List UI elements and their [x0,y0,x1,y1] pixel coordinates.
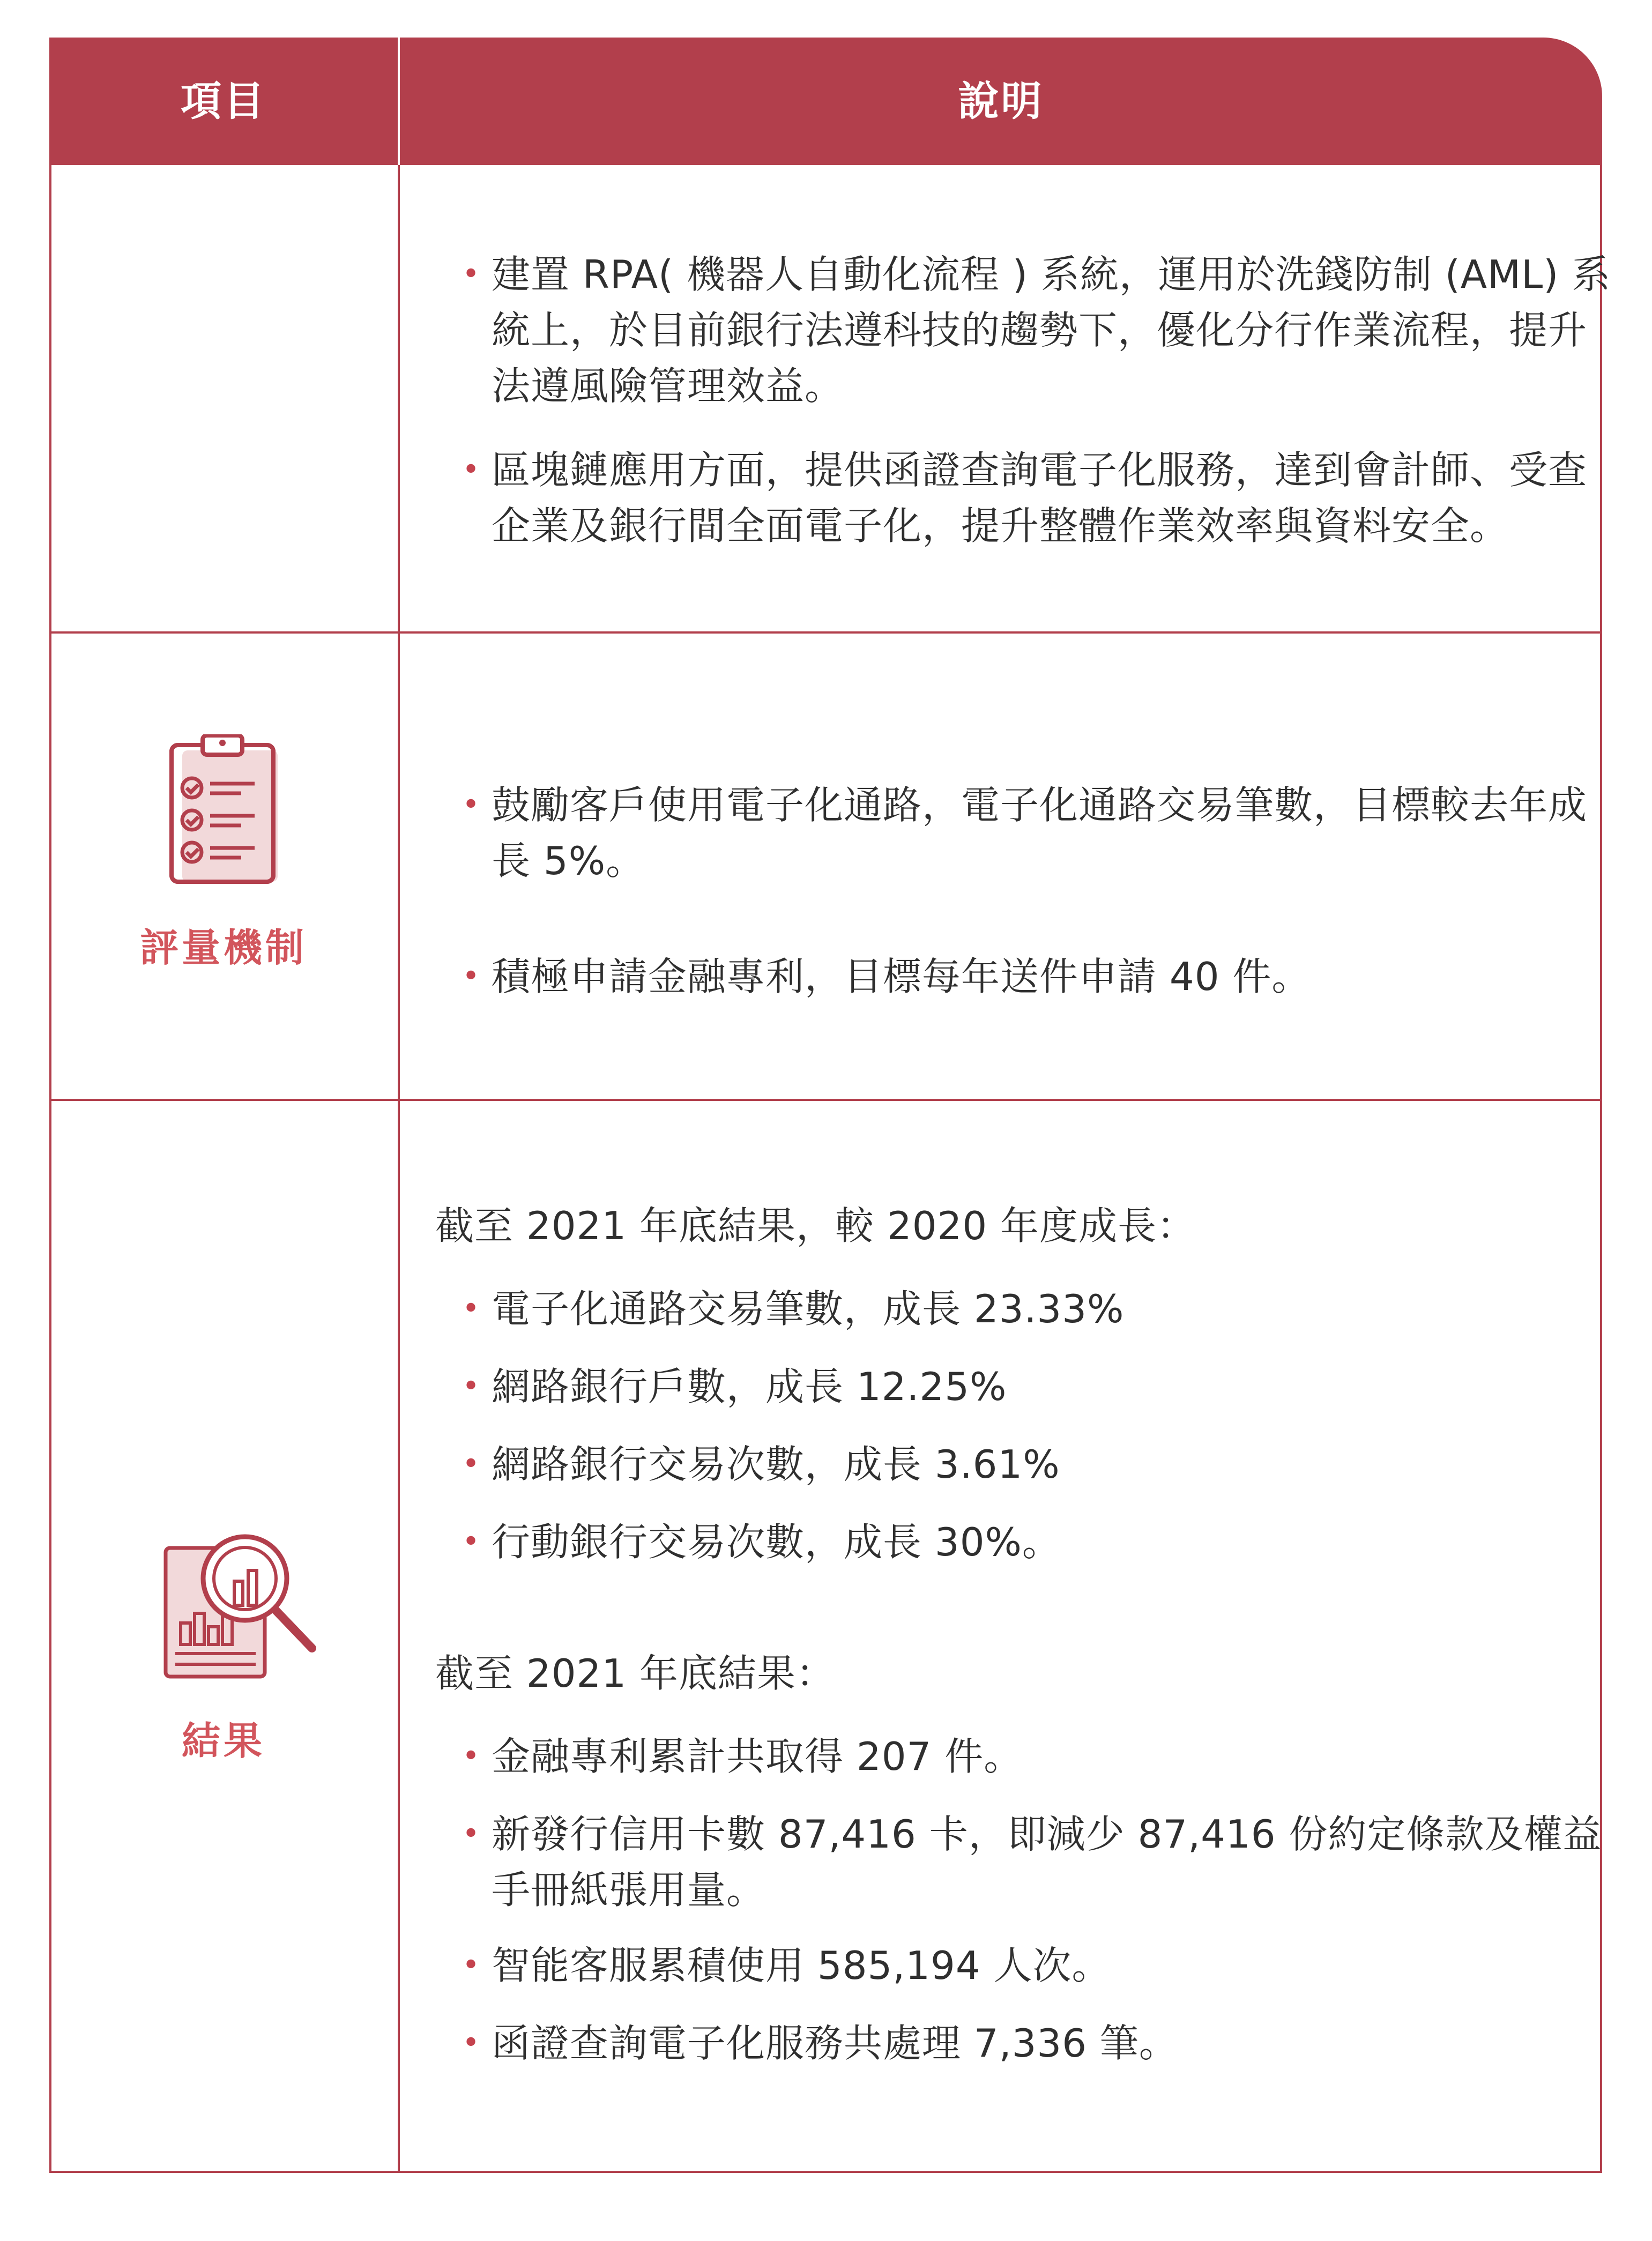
list-item: • 電子化通路交易筆數，成長 23.33% [462,1281,1614,1337]
table-border-bottom [49,2171,1602,2173]
header-item: 項目 [181,77,266,125]
row-label-result: 結果 [181,1718,265,1763]
list-item: • 行動銀行交易次數，成長 30%。 [462,1514,1614,1570]
result-intro-cumulative: 截至 2021 年底結果： [435,1651,836,1696]
row-label-evaluation: 評量機制 [139,925,307,970]
table-border-left [49,165,51,2173]
list-item: • 智能客服累積使用 585,194 人次。 [462,1938,1614,1993]
row-divider-1 [49,631,1602,634]
row-divider-2 [49,1099,1602,1101]
column-divider [398,165,400,2173]
info-table [49,38,1611,2173]
magnifier-report-icon [159,1528,320,1683]
clipboard-checklist-icon [161,734,284,890]
list-item: • 區塊鏈應用方面，提供函證查詢電子化服務，達到會計師、受查企業及銀行間全面電子化，提升整體作業效率與資料安全。 [462,442,1614,554]
list-item: • 積極申請金融專利，目標每年送件申請 40 件。 [462,949,1614,1004]
list-item: • 金融專利累計共取得 207 件。 [462,1729,1614,1784]
list-item: • 網路銀行戶數，成長 12.25% [462,1359,1614,1414]
list-item: • 函證查詢電子化服務共處理 7,336 筆。 [462,2015,1614,2071]
list-item: • 建置 RPA( 機器人自動化流程 ) 系統，運用於洗錢防制 (AML) 系統上，於目前銀行法遵科技的趨勢下，優化分行作業流程，提升法遵風險管理效益。 [462,247,1614,414]
header-description: 說明 [958,77,1044,125]
list-item: • 新發行信用卡數 87,416 卡，即減少 87,416 份約定條款及權益手冊紙張用量。 [462,1806,1614,1918]
list-item: • 網路銀行交易次數，成長 3.61% [462,1436,1614,1492]
table-header [49,38,1602,165]
list-item: • 鼓勵客戶使用電子化通路，電子化通路交易筆數，目標較去年成長 5%。 [462,777,1614,889]
result-intro-growth: 截至 2021 年底結果，較 2020 年度成長： [435,1203,1196,1248]
